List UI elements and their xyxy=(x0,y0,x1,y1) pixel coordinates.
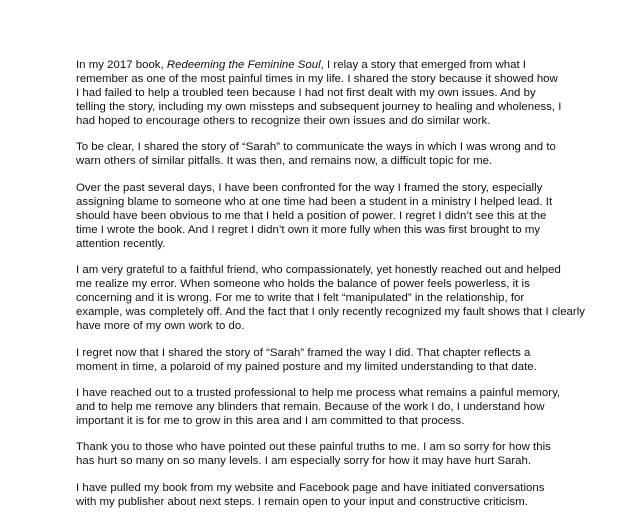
text-line: warn others of similar pitfalls. It was then, and remains now, a difficult topic for me. xyxy=(76,155,493,168)
text-line: with my publisher about next steps. I remain open to your input and constructive criticism. xyxy=(76,495,528,508)
text-line: To be clear, I shared the story of “Sarah” to communicate the ways in which I was wrong and to xyxy=(76,141,556,154)
paragraph-4 xyxy=(76,263,596,333)
paragraph-2 xyxy=(76,140,596,168)
text-line: had hoped to encourage others to recognize their own issues and do similar work. xyxy=(76,115,491,127)
text-line: attention recently. xyxy=(76,237,166,250)
paragraph-3 xyxy=(76,181,596,251)
text-segment: In my 2017 book, xyxy=(76,59,167,71)
text-line: I am very grateful to a faithful friend, who compassionately, yet honestly reached out and helped xyxy=(76,264,561,277)
statement-document xyxy=(76,58,596,521)
text-line: I have reached out to a trusted professional to help me process what remains a painful memory, xyxy=(76,386,561,399)
text-line: I regret now that I shared the story of “Sarah” framed the way I did. That chapter reflects a xyxy=(76,346,531,359)
text-line: important it is for me to grow in this area and I am committed to that process. xyxy=(76,414,465,427)
text-line: telling the story, including my own missteps and subsequent journey to healing and wholeness, I xyxy=(76,101,562,113)
text-line: moment in time, a polaroid of my pained posture and my limited understanding to that date. xyxy=(76,360,537,373)
text-line: time I wrote the book. And I regret I didn’t own it more fully when this was first brought to my xyxy=(76,223,541,236)
paragraph-1 xyxy=(76,58,596,128)
text-line: assigning blame to someone who at one time had been a student in a ministry I helped lead. It xyxy=(76,195,553,208)
text-line: Over the past several days, I have been confronted for the way I framed the story, especially xyxy=(76,181,543,194)
text-segment: , I relay a story that emerged from what I xyxy=(320,59,526,71)
text-line: I had failed to help a troubled teen because I had not first dealt with my own issues. And by xyxy=(76,87,536,99)
text-line: example, was completely off. And the fact that I only recently recognized my fault shows that I clearly xyxy=(76,306,585,319)
text-line: Thank you to those who have pointed out these painful truths to me. I am so sorry for how this xyxy=(76,441,551,454)
text-line: have more of my own work to do. xyxy=(76,320,245,333)
text-line: and to help me remove any blinders that remain. Because of the work I do, I understand how xyxy=(76,400,545,413)
paragraph-8 xyxy=(76,481,596,509)
paragraph-6 xyxy=(76,386,596,428)
text-line: me realize my error. When someone who holds the balance of power feels powerless, it is xyxy=(76,278,530,291)
paragraph-7 xyxy=(76,440,596,468)
text-line: I have pulled my book from my website and Facebook page and have initiated conversations xyxy=(76,481,545,494)
paragraph-5 xyxy=(76,346,596,374)
text-line xyxy=(76,58,596,72)
book-title: Redeeming the Feminine Soul xyxy=(166,59,321,71)
text-line: has hurt so many on so many levels. I am especially sorry for how it may have hurt Sarah. xyxy=(76,455,532,468)
text-line: concerning and it is wrong. For me to write that I felt “manipulated” in the relationship, for xyxy=(76,292,525,305)
text-line: remember as one of the most painful times in my life. I shared the story because it showed how xyxy=(76,73,558,85)
text-line: should have been obvious to me that I held a position of power. I regret I didn’t see this at the xyxy=(76,209,547,222)
